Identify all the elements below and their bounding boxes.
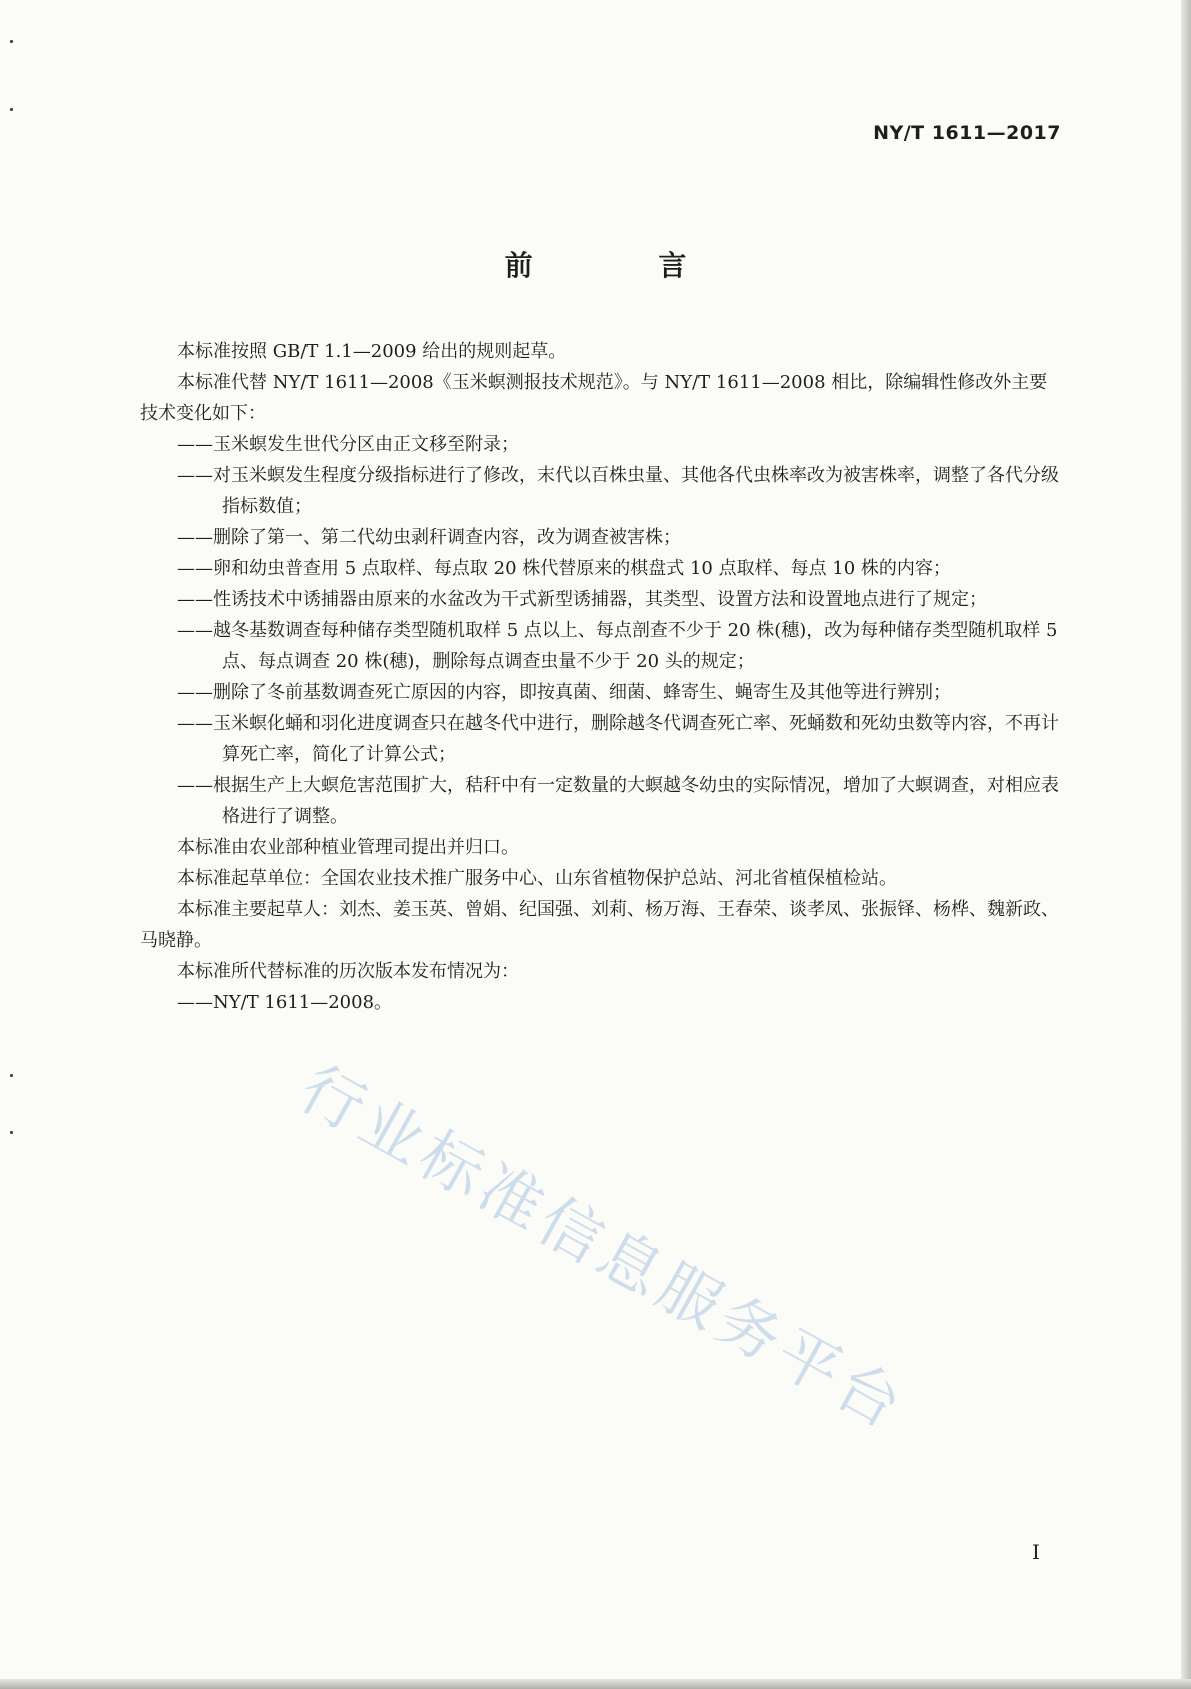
page-title: 前 言 [504, 249, 745, 282]
paragraph: 本标准代替 NY/T 1611—2008《玉米螟测报技术规范》。与 NY/T 1611—2008 相比，除编辑性修改外主要技术变化如下： [140, 372, 1048, 424]
scan-speck [10, 40, 13, 43]
standard-code: NY/T 1611—2017 [873, 122, 1061, 144]
page-number: I [1032, 1540, 1040, 1564]
list-item: ——NY/T 1611—2008。 [177, 992, 393, 1013]
scan-edge-bottom [0, 1679, 1191, 1689]
scan-speck [10, 1131, 13, 1134]
paragraph: 本标准由农业部种植业管理司提出并归口。 [177, 837, 519, 858]
list-item: ——玉米螟化蛹和羽化进度调查只在越冬代中进行，删除越冬代调查死亡率、死蛹数和死幼虫数等内容，不再计算死亡率，简化了计算公式； [177, 713, 1059, 765]
list-item: ——卵和幼虫普查用 5 点取样、每点取 20 株代替原来的棋盘式 10 点取样、每点 10 株的内容； [177, 558, 951, 579]
list-item: ——删除了第一、第二代幼虫剥秆调查内容，改为调查被害株； [177, 527, 681, 548]
list-item: ——根据生产上大螟危害范围扩大，秸秆中有一定数量的大螟越冬幼虫的实际情况，增加了大螟调查，对相应表格进行了调整。 [177, 775, 1059, 827]
document-body [140, 336, 1060, 1018]
paragraph: 本标准按照 GB/T 1.1—2009 给出的规则起草。 [177, 341, 567, 362]
list-item: ——对玉米螟发生程度分级指标进行了修改，末代以百株虫量、其他各代虫株率改为被害株率，调整了各代分级指标数值； [177, 465, 1059, 517]
list-item: ——玉米螟发生世代分区由正文移至附录； [177, 434, 519, 455]
paragraph: 本标准主要起草人：刘杰、姜玉英、曾娟、纪国强、刘莉、杨万海、王春荣、谈孝凤、张振铎、杨桦、魏新政、马晓静。 [140, 899, 1059, 951]
list-item: ——删除了冬前基数调查死亡原因的内容，即按真菌、细菌、蜂寄生、蝇寄生及其他等进行辨别； [177, 682, 951, 703]
paragraph: 本标准起草单位：全国农业技术推广服务中心、山东省植物保护总站、河北省植保植检站。 [177, 868, 897, 889]
watermark: 行业标准信息服务平台 [288, 1051, 919, 1445]
scan-speck [10, 1074, 13, 1077]
list-item: ——性诱技术中诱捕器由原来的水盆改为干式新型诱捕器，其类型、设置方法和设置地点进行了规定； [177, 589, 987, 610]
list-item: ——越冬基数调查每种储存类型随机取样 5 点以上、每点剖查不少于 20 株(穗)，改为每种储存类型随机取样 5 点、每点调查 20 株(穗)，删除每点调查虫量不少于 20 头的规定； [177, 620, 1058, 672]
paragraph: 本标准所代替标准的历次版本发布情况为： [177, 961, 519, 982]
scan-speck [10, 108, 13, 111]
